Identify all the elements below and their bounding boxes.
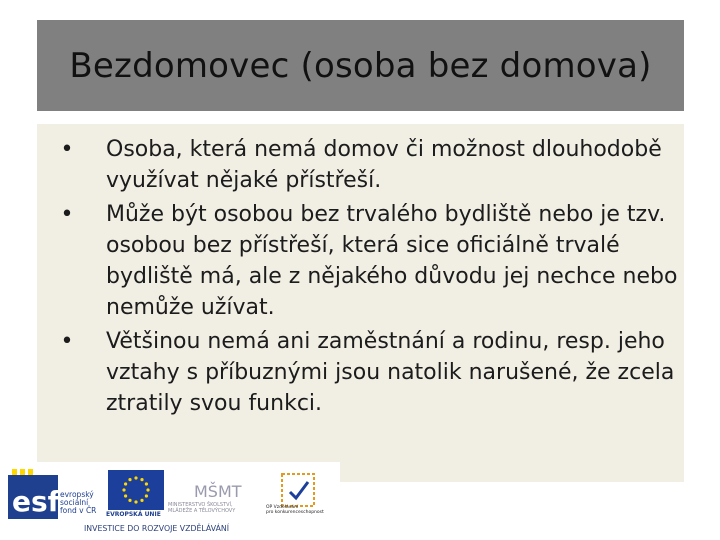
bullet-text: Většinou nemá ani zaměstnání a rodinu, resp. jeho vztahy s příbuznými jsou natolik narušené, že zcela ztratily svou funkci. [106,329,675,416]
bullet-item [57,199,687,323]
investment-caption: INVESTICE DO ROZVOJE VZDĚLÁVÁNÍ [84,524,230,533]
esf-caption [60,491,96,515]
msmt-caption-line: MLÁDEŽE A TĚLOVÝCHOVY [168,508,236,514]
content-box [37,124,684,482]
bullet-list [57,134,687,422]
bullet-item [57,134,687,196]
esf-caption-line: fond v ČR [60,506,97,515]
bullet-text: Osoba, která nemá domov či možnost dlouhodobě využívat nějaké přístřeší. [106,137,662,193]
esf-wordmark: esf [12,485,60,518]
bullet-item [57,326,687,419]
msmt-caption-line: MINISTERSTVO ŠKOLSTVÍ, [168,502,233,508]
bullet-dot-icon: • [60,329,74,354]
eu-flag-icon [108,470,164,510]
title-bar [37,20,684,111]
op-caption-line: pro konkurenceschopnost [266,510,324,515]
esf-caption-line: evropský [60,490,94,499]
op-caption-line: OP Vzdělávání [266,505,299,510]
msmt-wordmark: MŠMT [194,482,242,501]
bullet-dot-icon: • [60,202,74,227]
logo-strip [0,462,340,540]
op-vk-logo-icon [280,472,316,508]
op-caption [266,505,324,515]
eu-caption: EVROPSKÁ UNIE [106,511,161,518]
esf-caption-line: sociální [60,498,89,507]
slide-title: Bezdomovec (osoba bez domova) [69,45,652,86]
bullet-text: Může být osobou bez trvalého bydliště nebo je tzv. osobou bez přístřeší, která sice oficiálně trvalé bydliště má, ale z nějakého důvodu jej nechce nebo nemůže užívat. [106,202,678,320]
msmt-caption [168,502,235,514]
bullet-dot-icon: • [60,137,74,162]
